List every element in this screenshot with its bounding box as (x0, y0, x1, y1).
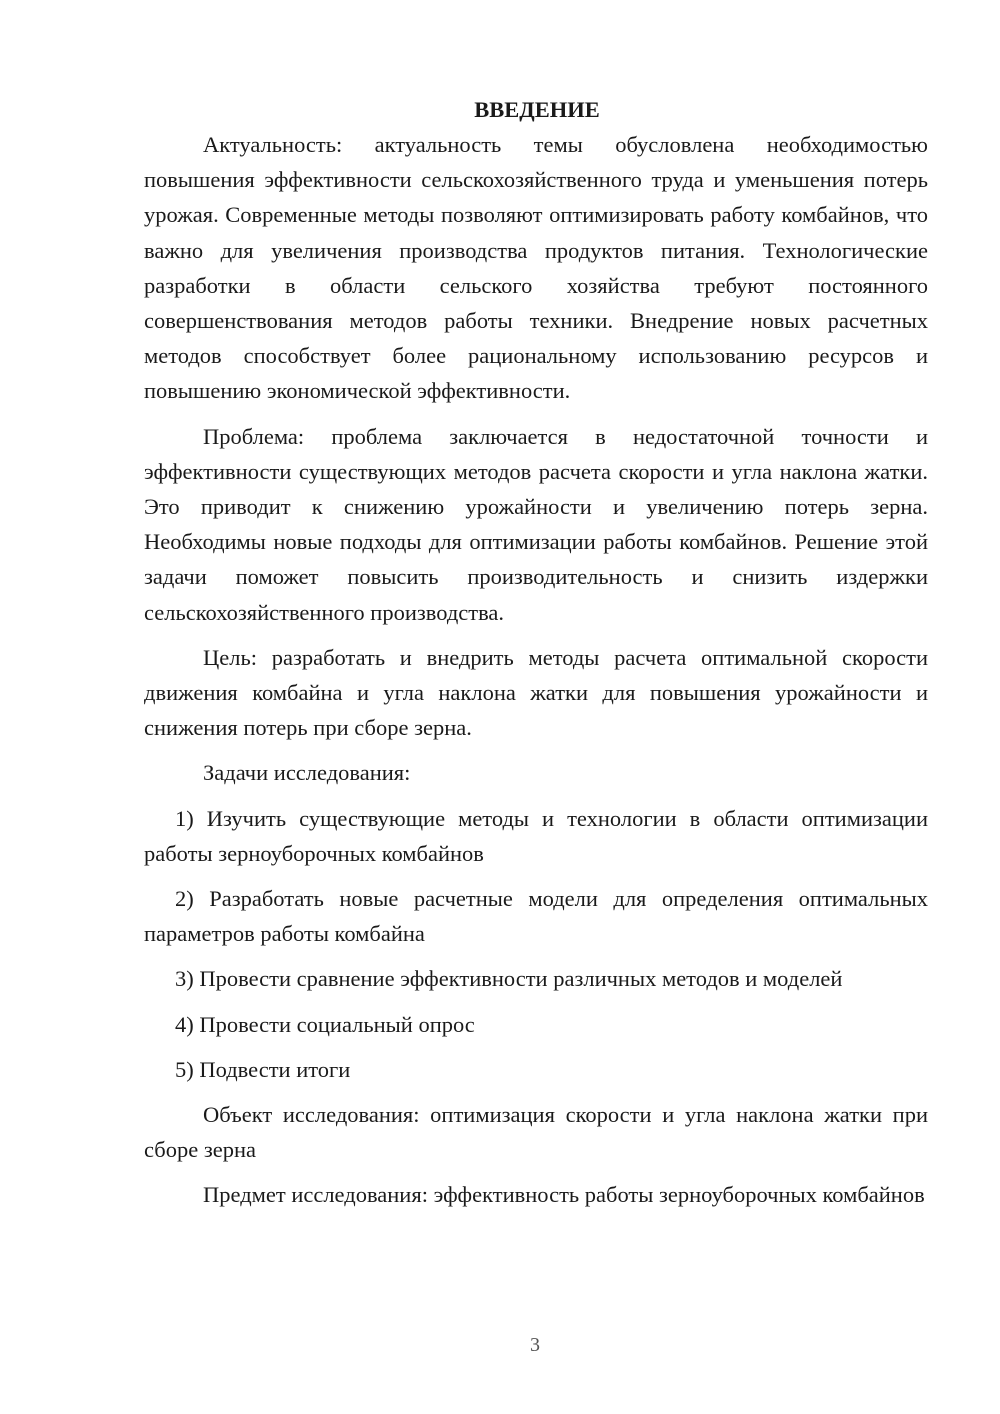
page-content (144, 92, 928, 1223)
task-item-5: 5) Подвести итоги (175, 1056, 351, 1082)
paragraph-object: Объект исследования: оптимизация скорости и угла наклона жатки при сборе зерна (144, 1102, 928, 1163)
task-item-2: 2) Разработать новые расчетные модели для определения оптимальных параметров работы комбайна (144, 886, 928, 947)
page-number: 3 (530, 1334, 540, 1356)
paragraph-goal: Цель: разработать и внедрить методы расчета оптимальной скорости движения комбайна и угла наклона жатки для повышения урожайности и снижения потерь при сборе зерна. (144, 644, 928, 741)
task-item-1: 1) Изучить существующие методы и технологии в области оптимизации работы зерноуборочных комбайнов (144, 805, 928, 866)
paragraph-problem: Проблема: проблема заключается в недостаточной точности и эффективности существующих методов расчета скорости и угла наклона жатки. Это приводит к снижению урожайности и увеличению потерь зерна. Необходимы новые подходы для оптимизации работы комбайнов. Решение этой задачи поможет повысить производительность и снизить издержки сельскохозяйственного производства. (144, 423, 928, 625)
task-item-3: 3) Провести сравнение эффективности различных методов и моделей (175, 966, 843, 992)
task-item-4: 4) Провести социальный опрос (175, 1011, 475, 1037)
paragraph-relevance: Актуальность: актуальность темы обусловлена необходимостью повышения эффективности сельскохозяйственного труда и уменьшения потерь урожая. Современные методы позволяют оптимизировать работу комбайнов, что важно для увеличения производства продуктов питания. Технологические разработки в области сельского хозяйства требуют постоянного совершенствования методов работы техники. Внедрение новых расчетных методов способствует более рациональному использованию ресурсов и повышению экономической эффективности. (144, 132, 928, 404)
paragraph-subject: Предмет исследования: эффективность работы зерноуборочных комбайнов (203, 1182, 925, 1208)
page-title: ВВЕДЕНИЕ (474, 97, 600, 122)
tasks-heading: Задачи исследования: (203, 760, 411, 786)
